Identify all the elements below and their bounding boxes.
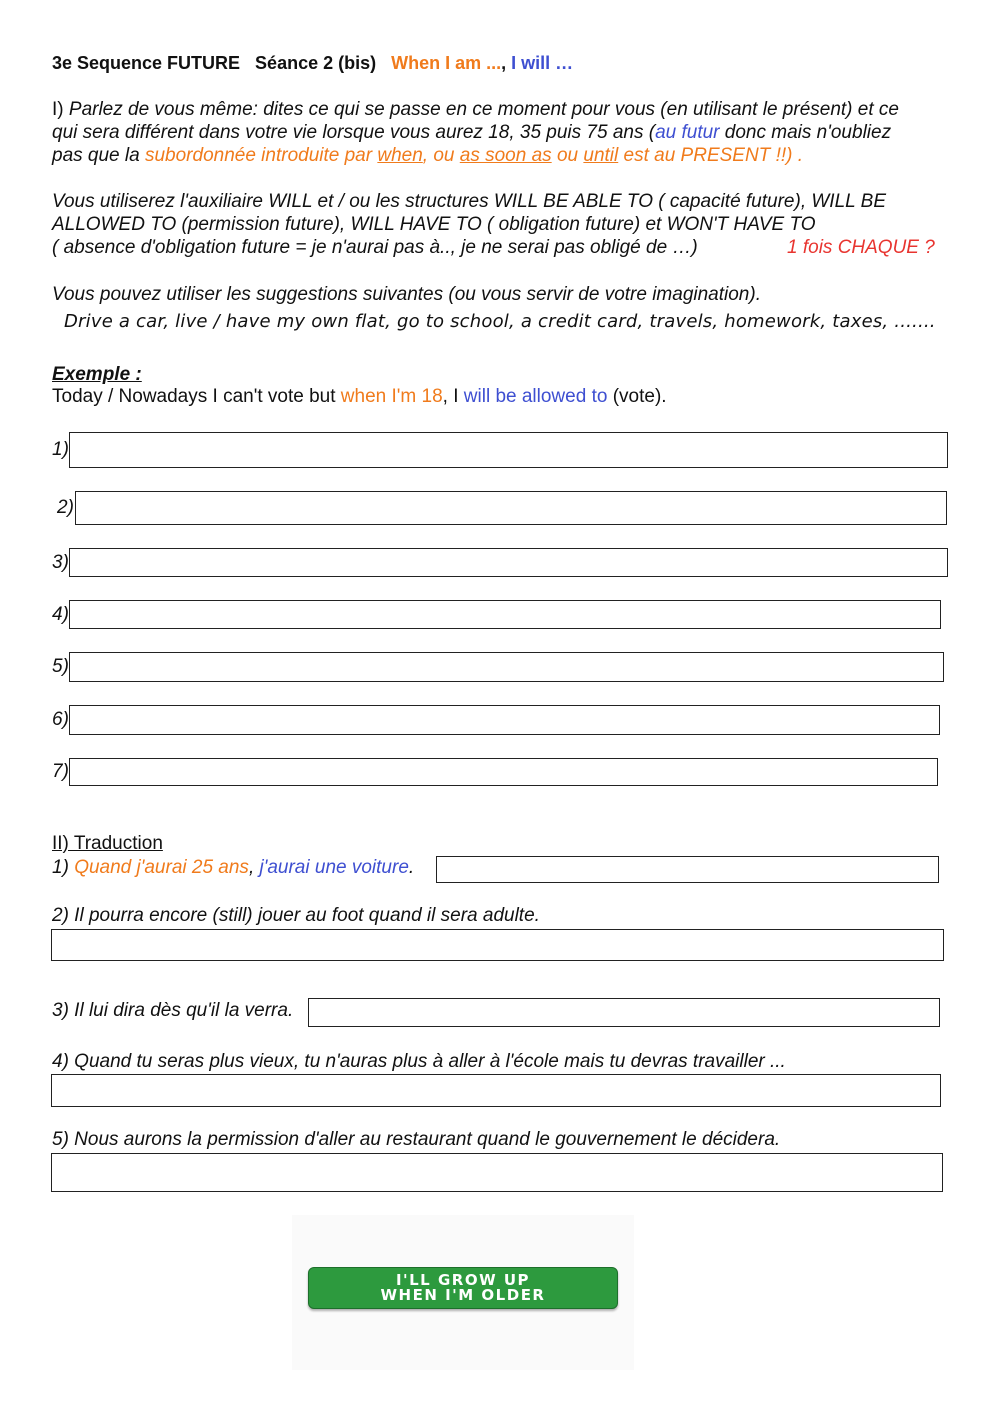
part1-line1: Parlez de vous même: dites ce qui se passe en ce moment pour vous (en utilisant le présent) et ce: [68, 99, 899, 120]
line3-until: until: [583, 145, 619, 166]
q1-when: Quand j'aurai 25 ans: [74, 857, 249, 878]
instructions-line-2: [52, 122, 891, 144]
line3-c: , ou: [422, 145, 460, 166]
q1-num: 1): [52, 857, 75, 878]
line3-subordonnee: subordonnée introduite par: [144, 145, 378, 166]
title-will: I will …: [511, 53, 574, 73]
q1-sep: ,: [248, 857, 260, 878]
line3-when: when: [377, 145, 423, 166]
logo-line-2: WHEN I'M OLDER: [380, 1286, 546, 1304]
title-main: 3e Sequence FUTURE Séance 2 (bis): [52, 53, 377, 73]
answer-number: 5): [52, 656, 69, 677]
line2-au-futur: au futur: [655, 122, 720, 143]
translation-q2: 2) Il pourra encore (still) jouer au foot quand il sera adulte.: [52, 905, 540, 926]
answer-number: 4): [52, 604, 69, 625]
para2-line3: ( absence d'obligation future = je n'aurai pas à.., je ne serai pas obligé de …): [52, 237, 698, 258]
answer-box-6[interactable]: [69, 705, 940, 735]
line3-d: ou: [551, 145, 584, 166]
answer-box-7[interactable]: [69, 758, 938, 786]
example-a: Today / Nowadays I can't vote but: [52, 386, 341, 407]
translation-q3: 3) Il lui dira dès qu'il la verra.: [52, 1000, 294, 1021]
translation-box-1[interactable]: [436, 856, 939, 883]
line3-a: pas que la: [52, 145, 145, 166]
logo-line-1: I'LL GROW UP: [395, 1271, 531, 1289]
para2-red-note: 1 fois CHAQUE ?: [787, 237, 935, 258]
answer-box-3[interactable]: [69, 548, 948, 577]
title-sep: ,: [501, 53, 507, 73]
translation-box-2[interactable]: [51, 929, 944, 961]
q1-end: .: [408, 857, 415, 878]
translation-q5: 5) Nous aurons la permission d'aller au restaurant quand le gouvernement le décidera.: [52, 1129, 781, 1150]
grow-up-logo: [308, 1267, 618, 1309]
example-will: will be allowed to: [463, 386, 608, 407]
line3-as-soon-as: as soon as: [459, 145, 552, 166]
title-when: When I am ...: [391, 53, 502, 73]
answer-box-4[interactable]: [69, 600, 941, 629]
answer-number: 2): [57, 497, 74, 518]
part2-title: II) Traduction: [52, 833, 163, 854]
q1-main: j'aurai une voiture: [259, 857, 409, 878]
para2-line2: ALLOWED TO (permission future), WILL HAVE TO ( obligation future) et WON'T HAVE TO: [52, 214, 816, 235]
answer-box-2[interactable]: [75, 491, 947, 525]
answer-number: 6): [52, 709, 69, 730]
para3-line1: Vous pouvez utiliser les suggestions suivantes (ou vous servir de votre imagination).: [52, 284, 761, 305]
translation-box-4[interactable]: [51, 1074, 941, 1107]
answer-box-5[interactable]: [69, 652, 944, 682]
example-when: when I'm 18: [340, 386, 443, 407]
example-label: Exemple :: [52, 364, 142, 385]
example-e: (vote).: [607, 386, 667, 407]
answer-box-1[interactable]: [69, 432, 948, 468]
translation-q4: 4) Quand tu seras plus vieux, tu n'auras plus à aller à l'école mais tu devras travailler ...: [52, 1051, 786, 1072]
answer-number: 3): [52, 552, 69, 573]
answer-number: 7): [52, 761, 69, 782]
suggestions-list: Drive a car, live / have my own flat, go to school, a credit card, travels, homework, taxes, .......: [64, 311, 936, 332]
answer-number: 1): [52, 439, 69, 460]
line2-c: donc mais n'oubliez: [719, 122, 892, 143]
line3-e: est au PRESENT !!) .: [618, 145, 804, 166]
translation-box-3[interactable]: [308, 998, 940, 1027]
para2-line1: Vous utiliserez l'auxiliaire WILL et / ou les structures WILL BE ABLE TO ( capacité future), WILL BE: [52, 191, 887, 212]
translation-box-5[interactable]: [51, 1153, 943, 1192]
instructions-line-3: [52, 145, 803, 167]
example-sentence: [52, 386, 667, 408]
instructions-line-1: [52, 99, 899, 121]
translation-q1: [52, 857, 414, 879]
example-c: , I: [442, 386, 464, 407]
part1-roman: I): [52, 99, 64, 120]
page-title: [52, 53, 573, 74]
line2-a: qui sera différent dans votre vie lorsque vous aurez 18, 35 puis 75 ans (: [52, 122, 656, 143]
